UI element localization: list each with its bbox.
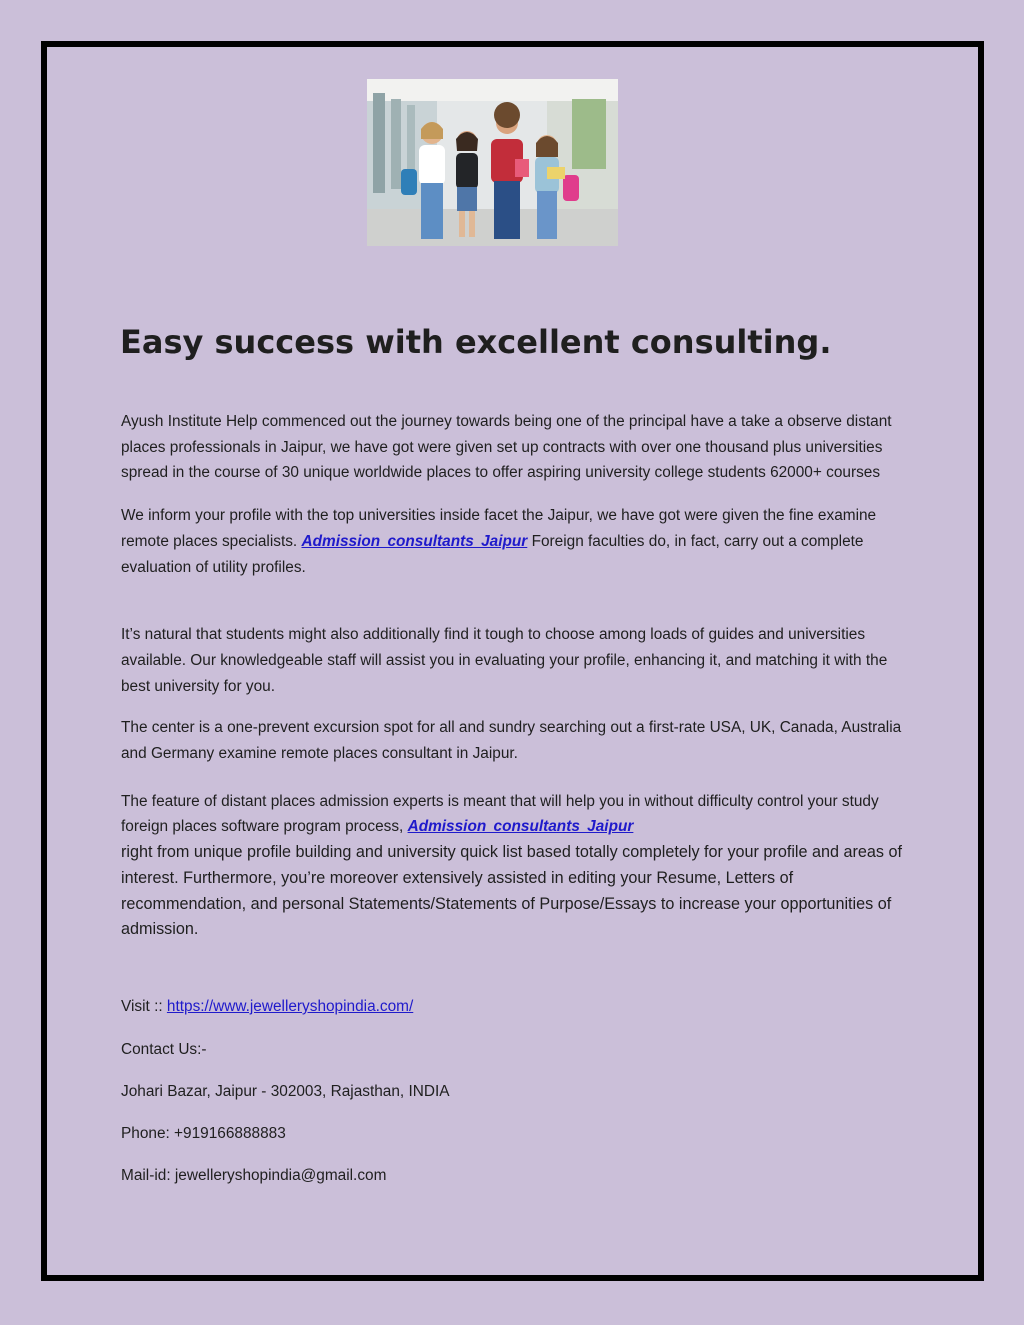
paragraph-feature-text: The feature of distant places admission experts is meant that will help you in without difficulty control your study foreign places software program process, [121, 792, 879, 836]
paragraph-profile [121, 503, 911, 580]
article-body [121, 409, 911, 943]
paragraph-profile-text: We inform your profile with the top universities inside facet the Jaipur, we have got were given the fine examine remote places specialists. [121, 507, 877, 550]
paragraph-center: The center is a one-prevent excursion spot for all and sundry searching out a first-rate USA, UK, Canada, Australia and Germany examine remote places consultant in Jaipur. [121, 719, 902, 763]
visit-line [121, 996, 911, 1018]
paragraph-feature-tail: right from unique profile building and university quick list based totally completely for your profile and areas of interest. Furthermore, you’re moreover extensively assisted in editing your Resume, Letters of recommendation, and personal Statements/Statements of Purpose/Essays to increase your opportunities of admission. [121, 843, 903, 939]
contact-phone: Phone: +919166888883 [121, 1125, 286, 1142]
paragraph-feature [121, 789, 911, 840]
website-link[interactable]: https://www.jewelleryshopindia.com/ [166, 998, 414, 1015]
contact-heading: Contact Us:- [121, 1041, 207, 1058]
paragraph-intro: Ayush Institute Help commenced out the journey towards being one of the principal have a take a observe distant places professionals in Jaipur, we have got were given set up contracts with over one thousand plus universities spread in the course of 30 unique worldwide places to offer aspiring university college students 62000+ courses [121, 413, 892, 482]
paragraph-natural: It’s natural that students might also additionally find it tough to choose among loads of guides and universities available. Our knowledgeable staff will assist you in evaluating your profile, enhancing it, and matching it with the best university for you. [121, 626, 888, 695]
paragraph-profile-tail: Foreign faculties do, in fact, carry out a complete evaluation of utility profiles. [121, 532, 864, 576]
admission-consultants-link[interactable]: Admission consultants Jaipur [301, 532, 528, 550]
contact-address: Johari Bazar, Jaipur - 302003, Rajasthan, INDIA [121, 1083, 450, 1100]
admission-consultants-link-2[interactable]: Admission consultants Jaipur [407, 818, 634, 836]
page-title: Easy success with excellent consulting. [120, 323, 832, 361]
students-photo [367, 79, 618, 246]
contact-mail: Mail-id: jewelleryshopindia@gmail.com [121, 1167, 387, 1184]
visit-label: Visit :: [121, 998, 167, 1015]
